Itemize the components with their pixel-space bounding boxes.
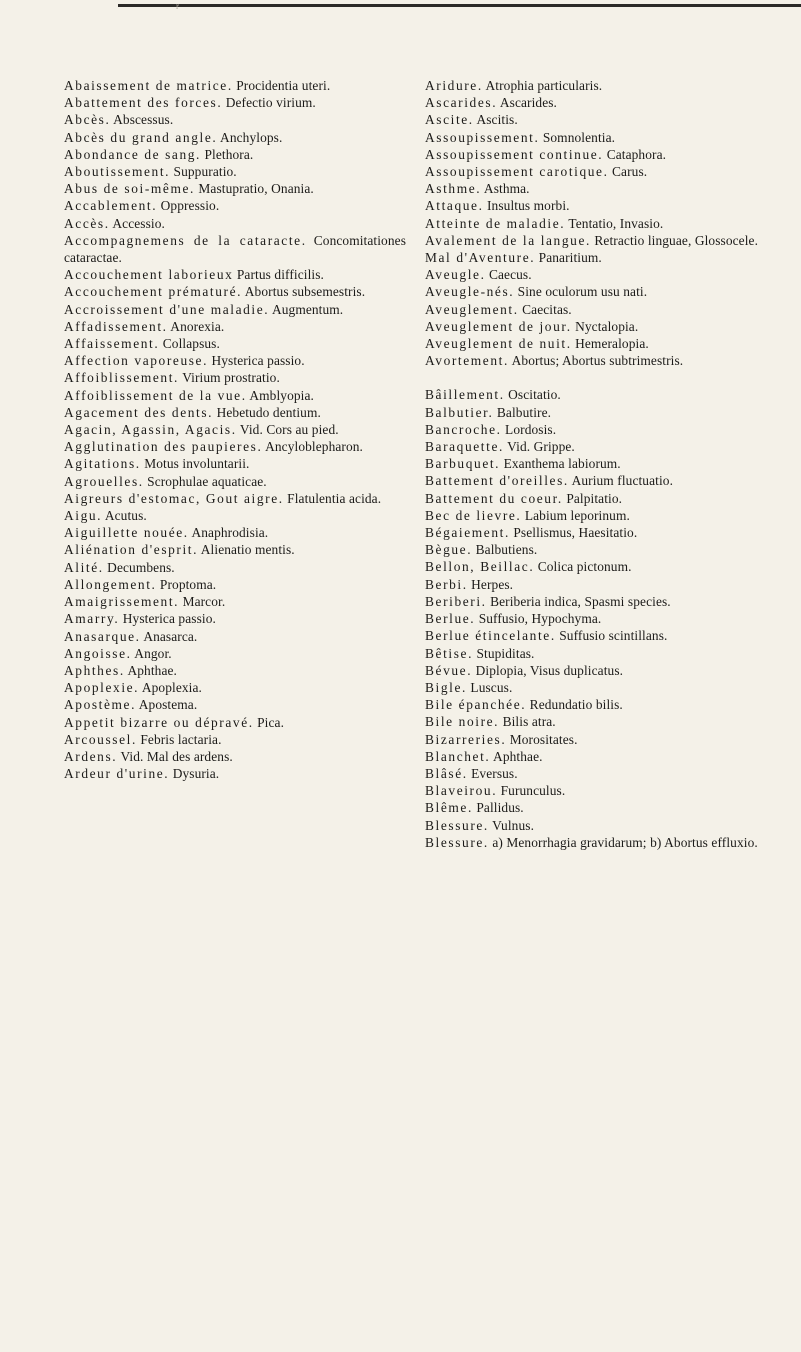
french-term: Bancroche.: [425, 421, 502, 437]
latin-term: Proptoma.: [156, 576, 217, 592]
french-term: Affoiblissement.: [64, 370, 179, 386]
french-term: Accouchement laborieux: [64, 267, 234, 283]
french-term: Ardeur d'urine.: [64, 766, 170, 782]
french-term: Blessure.: [425, 817, 489, 833]
french-term: Accouchement prématuré.: [64, 284, 243, 300]
french-term: Berlue étincelante.: [425, 628, 556, 644]
french-term: Bec de lievre.: [425, 507, 522, 523]
dictionary-entry: [425, 318, 769, 335]
latin-term: Aphthae.: [124, 662, 178, 678]
latin-term: Marcor.: [179, 594, 226, 610]
french-term: Bile noire.: [425, 714, 500, 730]
french-term: Mal d'Aventure.: [425, 250, 536, 266]
french-term: Apoplexie.: [64, 680, 140, 696]
french-term: Agacin, Agassin, Agacis.: [64, 422, 237, 438]
latin-term: Atrophia particularis.: [482, 78, 603, 93]
french-term: Berbi.: [425, 576, 468, 592]
dictionary-entry: [425, 627, 769, 644]
french-term: Alité.: [64, 559, 104, 575]
latin-term: Hemeralopia.: [571, 336, 649, 352]
dictionary-entry: [425, 197, 769, 214]
french-term: Accroissement d'une maladie.: [64, 301, 270, 317]
dictionary-entry: [425, 94, 769, 111]
french-term: Agglutination des paupieres.: [64, 439, 263, 455]
french-term: Ascite.: [425, 112, 474, 128]
latin-term: Palpitatio.: [562, 490, 623, 506]
dictionary-entry: [64, 507, 406, 524]
french-term: Agrouelles.: [64, 473, 144, 489]
dictionary-entry: [425, 748, 769, 765]
french-term: Accablement.: [64, 198, 158, 214]
dictionary-entry: [425, 524, 769, 541]
french-term: Bègue.: [425, 542, 473, 558]
dictionary-entry: [425, 455, 769, 472]
latin-term: Vulnus.: [488, 817, 535, 833]
french-term: Bégaiement.: [425, 525, 510, 541]
dictionary-entry: [425, 266, 769, 283]
latin-term: Angor.: [131, 645, 172, 661]
latin-term: Nyctalopia.: [571, 318, 639, 334]
latin-term: Lordosis.: [501, 421, 557, 437]
dictionary-entry: [425, 782, 769, 799]
dictionary-entry: [425, 146, 769, 163]
dictionary-entry: [425, 731, 769, 748]
dictionary-entry: [64, 714, 406, 731]
french-term: Abaissement de matrice.: [64, 78, 233, 93]
dictionary-entry: [64, 180, 406, 197]
french-term: Bêtise.: [425, 645, 474, 661]
latin-term: Vid. Grippe.: [503, 439, 575, 455]
latin-term: Augmentum.: [269, 301, 344, 317]
latin-term: Pallidus.: [472, 800, 524, 816]
latin-term: Luscus.: [466, 679, 513, 695]
latin-term: Mastupratio, Onania.: [194, 181, 314, 197]
dictionary-entry: [425, 679, 769, 696]
latin-term: Amblyopia.: [246, 387, 314, 403]
french-term: Apostème.: [64, 697, 137, 713]
french-term: Affaissement.: [64, 336, 160, 352]
latin-term: Hebetudo dentium.: [213, 404, 321, 420]
dictionary-entry: [425, 77, 769, 94]
dictionary-entry: [64, 318, 406, 335]
french-term: Attaque.: [425, 198, 484, 214]
latin-term: Apostema.: [136, 697, 198, 713]
dictionary-entry: [64, 679, 406, 696]
dictionary-entry: [425, 817, 769, 834]
dictionary-entry: [425, 421, 769, 438]
french-term: Avortement.: [425, 353, 509, 369]
french-term: Aveuglement de nuit.: [425, 336, 572, 352]
dictionary-entry: [64, 559, 406, 576]
latin-term: Procidentia uteri.: [232, 78, 331, 93]
latin-term: Suffusio scintillans.: [555, 628, 668, 644]
page-mark: r: [176, 1, 179, 11]
french-term: Bellon, Beillac.: [425, 559, 535, 575]
french-term: Allongement.: [64, 576, 157, 592]
dictionary-entry: [425, 386, 769, 403]
french-term: Amarry.: [64, 611, 120, 627]
latin-term: Ancyloblepharon.: [262, 439, 364, 455]
french-term: Aveugle-nés.: [425, 284, 515, 300]
french-term: Bâillement.: [425, 387, 505, 403]
dictionary-entry: [425, 472, 769, 489]
dictionary-entry: [425, 249, 769, 266]
french-term: Assoupissement continue.: [425, 146, 604, 162]
dictionary-entry: [425, 799, 769, 816]
latin-term: Herpes.: [467, 576, 514, 592]
latin-term: Eversus.: [467, 765, 518, 781]
french-term: Asthme.: [425, 181, 482, 197]
french-term: Affadissement.: [64, 318, 168, 334]
french-term: Abattement des forces.: [64, 95, 223, 111]
french-term: Abcès du grand angle.: [64, 129, 218, 145]
dictionary-entry: [425, 180, 769, 197]
dictionary-entry: [64, 352, 406, 369]
dictionary-entry: [425, 645, 769, 662]
french-term: Assoupissement carotique.: [425, 164, 609, 180]
latin-term: Oppressio.: [157, 198, 220, 214]
french-term: Angoisse.: [64, 645, 132, 661]
french-term: Accès.: [64, 215, 110, 231]
french-term: Blanchet.: [425, 748, 491, 764]
dictionary-entry: [64, 455, 406, 472]
french-term: Balbutier.: [425, 404, 494, 420]
dictionary-entry: [64, 111, 406, 128]
dictionary-entry: [64, 731, 406, 748]
french-term: Berlue.: [425, 611, 476, 627]
latin-term: Collapsus.: [159, 336, 220, 352]
french-term: Aveuglement.: [425, 301, 519, 317]
latin-term: Aphthae.: [490, 748, 543, 764]
latin-term: Oscitatio.: [504, 387, 561, 403]
french-term: Assoupissement.: [425, 129, 540, 145]
french-term: Anasarque.: [64, 628, 141, 644]
dictionary-entry: [64, 215, 406, 232]
french-term: Agacement des dents.: [64, 404, 214, 420]
dictionary-entry: [64, 748, 406, 765]
french-term: Ardens.: [64, 748, 118, 764]
dictionary-entry: [64, 266, 406, 283]
french-term: Accompagnemens de la cataracte.: [64, 232, 307, 248]
french-term: Aveuglement de jour.: [425, 318, 572, 334]
dictionary-entry: [425, 352, 769, 369]
latin-term: Balbutiens.: [472, 542, 538, 558]
french-term: Abus de soi-même.: [64, 181, 195, 197]
french-term: Battement du coeur.: [425, 490, 563, 506]
french-term: Arcoussel.: [64, 731, 137, 747]
dictionary-entry: [425, 232, 769, 249]
dictionary-entry: [425, 404, 769, 421]
latin-term: Vid. Cors au pied.: [236, 422, 339, 438]
french-term: Bizarreries.: [425, 731, 507, 747]
latin-term: Diplopia, Visus duplicatus.: [472, 662, 624, 678]
dictionary-entry: [64, 421, 406, 438]
dictionary-entry: [425, 301, 769, 318]
latin-term: Dysuria.: [169, 766, 220, 782]
french-term: Blessure.: [425, 834, 489, 850]
french-term: Bévue.: [425, 662, 473, 678]
dictionary-entry: [425, 335, 769, 352]
dictionary-entry: [64, 438, 406, 455]
latin-term: Retractio linguae, Glossocele.: [590, 232, 759, 248]
latin-term: Anchylops.: [217, 129, 283, 145]
latin-term: Panaritium.: [535, 250, 602, 266]
french-term: Aiguillette nouée.: [64, 525, 189, 541]
dictionary-entry: [64, 283, 406, 300]
dictionary-entry: [64, 146, 406, 163]
right-column: [425, 77, 769, 851]
latin-term: Aurium fluctuatio.: [568, 473, 674, 489]
french-term: Aigreurs d'estomac, Gout aigre.: [64, 490, 284, 506]
french-term: Barbuquet.: [425, 456, 501, 472]
section-gap: [425, 369, 769, 386]
dictionary-entry: [64, 541, 406, 558]
french-term: Appetit bizarre ou dépravé.: [64, 714, 254, 730]
latin-term: Exanthema labiorum.: [500, 456, 621, 472]
latin-term: Suppuratio.: [170, 164, 237, 180]
latin-term: Redundatio bilis.: [526, 697, 623, 713]
latin-term: Psellismus, Haesitatio.: [509, 525, 638, 541]
french-term: Aliénation d'esprit.: [64, 542, 199, 558]
french-term: Beriberi.: [425, 593, 487, 609]
dictionary-entry: [425, 541, 769, 558]
latin-term: Febris lactaria.: [136, 731, 222, 747]
french-term: Abondance de sang.: [64, 146, 202, 162]
dictionary-entry: [64, 524, 406, 541]
french-term: Agitations.: [64, 456, 141, 472]
latin-term: Scrophulae aquaticae.: [143, 473, 267, 489]
dictionary-entry: [425, 283, 769, 300]
dictionary-entry: [425, 558, 769, 575]
french-term: Aphthes.: [64, 662, 125, 678]
latin-term: Anaphrodisia.: [188, 525, 269, 541]
dictionary-entry: [425, 215, 769, 232]
latin-term: Acutus.: [102, 508, 147, 524]
dictionary-entry: [64, 765, 406, 782]
latin-term: Apoplexia.: [139, 680, 202, 696]
dictionary-entry: [425, 576, 769, 593]
latin-term: Hysterica passio.: [119, 611, 216, 627]
dictionary-entry: [64, 696, 406, 713]
latin-term: Hysterica passio.: [208, 353, 305, 369]
french-term: Aveugle.: [425, 267, 486, 283]
dictionary-entry: [425, 490, 769, 507]
dictionary-entry: [64, 163, 406, 180]
french-term: Blême.: [425, 800, 473, 816]
dictionary-entry: [64, 387, 406, 404]
latin-term: Abortus subsemestris.: [242, 284, 366, 300]
latin-term: Colica pictonum.: [534, 559, 632, 575]
dictionary-entry: [64, 129, 406, 146]
dictionary-entry: [425, 438, 769, 455]
latin-term: Caecitas.: [518, 301, 572, 317]
french-term: Bigle.: [425, 679, 467, 695]
dictionary-entry: [64, 610, 406, 627]
latin-term: Ascarides.: [497, 95, 558, 111]
french-term: Aridure.: [425, 78, 483, 93]
latin-term: Motus involuntarii.: [140, 456, 250, 472]
french-term: Aboutissement.: [64, 164, 171, 180]
dictionary-entry: [64, 94, 406, 111]
dictionary-entry: [425, 765, 769, 782]
latin-term: Caecus.: [485, 267, 532, 283]
latin-term: Cataphora.: [603, 146, 667, 162]
french-term: Abcès.: [64, 112, 111, 128]
latin-term: Plethora.: [201, 146, 254, 162]
latin-term: Decumbens.: [103, 559, 175, 575]
latin-term: Asthma.: [481, 181, 530, 197]
dictionary-entry: [425, 507, 769, 524]
latin-term: Stupiditas.: [473, 645, 535, 661]
latin-term: Virium prostratio.: [179, 370, 280, 386]
latin-term: Anorexia.: [167, 318, 225, 334]
latin-term: Carus.: [608, 164, 648, 180]
dictionary-entry: [425, 662, 769, 679]
dictionary-entry: [425, 163, 769, 180]
dictionary-entry: [64, 197, 406, 214]
latin-term: Balbutire.: [493, 404, 552, 420]
latin-term: Defectio virium.: [222, 95, 316, 111]
french-term: Battement d'oreilles.: [425, 473, 569, 489]
dictionary-entry: [64, 301, 406, 318]
latin-term: Beriberia indica, Spasmi species.: [486, 593, 671, 609]
latin-term: Morositates.: [506, 731, 578, 747]
dictionary-entry: [64, 473, 406, 490]
dictionary-entry: [425, 713, 769, 730]
latin-term: Labium leporinum.: [521, 507, 630, 523]
dictionary-entry: [64, 232, 406, 266]
latin-term: Flatulentia acida.: [283, 490, 382, 506]
dictionary-entry: [425, 129, 769, 146]
dictionary-entry: [425, 834, 769, 851]
dictionary-entry: [64, 645, 406, 662]
latin-term: Furunculus.: [497, 783, 566, 799]
latin-term: Abortus; Abortus subtrimestris.: [508, 353, 684, 369]
latin-term: Alienatio mentis.: [198, 542, 295, 558]
latin-term: Partus difficilis.: [233, 267, 324, 283]
french-term: Aigu.: [64, 508, 103, 524]
left-column: [64, 77, 406, 782]
right-column-b-entries: [425, 386, 769, 850]
french-term: Affection vaporeuse.: [64, 353, 209, 369]
dictionary-entry: [425, 111, 769, 128]
latin-term: Tentatio, Invasio.: [565, 215, 664, 231]
dictionary-entry: [64, 404, 406, 421]
latin-term: Ascitis.: [473, 112, 518, 128]
dictionary-entry: [64, 369, 406, 386]
dictionary-entry: [64, 77, 406, 94]
latin-term: Insultus morbi.: [483, 198, 570, 214]
latin-term: Bilis atra.: [499, 714, 556, 730]
dictionary-entry: [64, 576, 406, 593]
french-term: Bile épanchée.: [425, 697, 527, 713]
french-term: Baraquette.: [425, 439, 504, 455]
latin-term: a) Menorrhagia gravidarum; b) Abortus effluxio.: [488, 834, 758, 850]
french-term: Avalement de la langue.: [425, 232, 591, 248]
dictionary-entry: [64, 628, 406, 645]
french-term: Amaigrissement.: [64, 594, 180, 610]
french-term: Atteinte de maladie.: [425, 215, 566, 231]
latin-term: Accessio.: [109, 215, 165, 231]
latin-term: Sine oculorum usu nati.: [514, 284, 648, 300]
dictionary-entry: [64, 490, 406, 507]
french-term: Affoiblissement de la vue.: [64, 387, 247, 403]
dictionary-entry: [425, 696, 769, 713]
latin-term: Somnolentia.: [539, 129, 616, 145]
french-term: Ascarides.: [425, 95, 498, 111]
latin-term: Pica.: [253, 714, 285, 730]
latin-term: Abscessus.: [110, 112, 174, 128]
latin-term: Suffusio, Hypochyma.: [475, 611, 602, 627]
dictionary-entry: [64, 593, 406, 610]
latin-term: Concomitationes cataractae.: [64, 232, 406, 266]
latin-term: Vid. Mal des ardens.: [117, 748, 233, 764]
french-term: Blâsé.: [425, 765, 468, 781]
dictionary-entry: [425, 610, 769, 627]
dictionary-entry: [425, 593, 769, 610]
latin-term: Anasarca.: [140, 628, 198, 644]
dictionary-entry: [64, 335, 406, 352]
french-term: Blaveirou.: [425, 783, 498, 799]
dictionary-entry: [64, 662, 406, 679]
top-rule: [118, 4, 801, 7]
right-column-a-entries: [425, 77, 769, 369]
